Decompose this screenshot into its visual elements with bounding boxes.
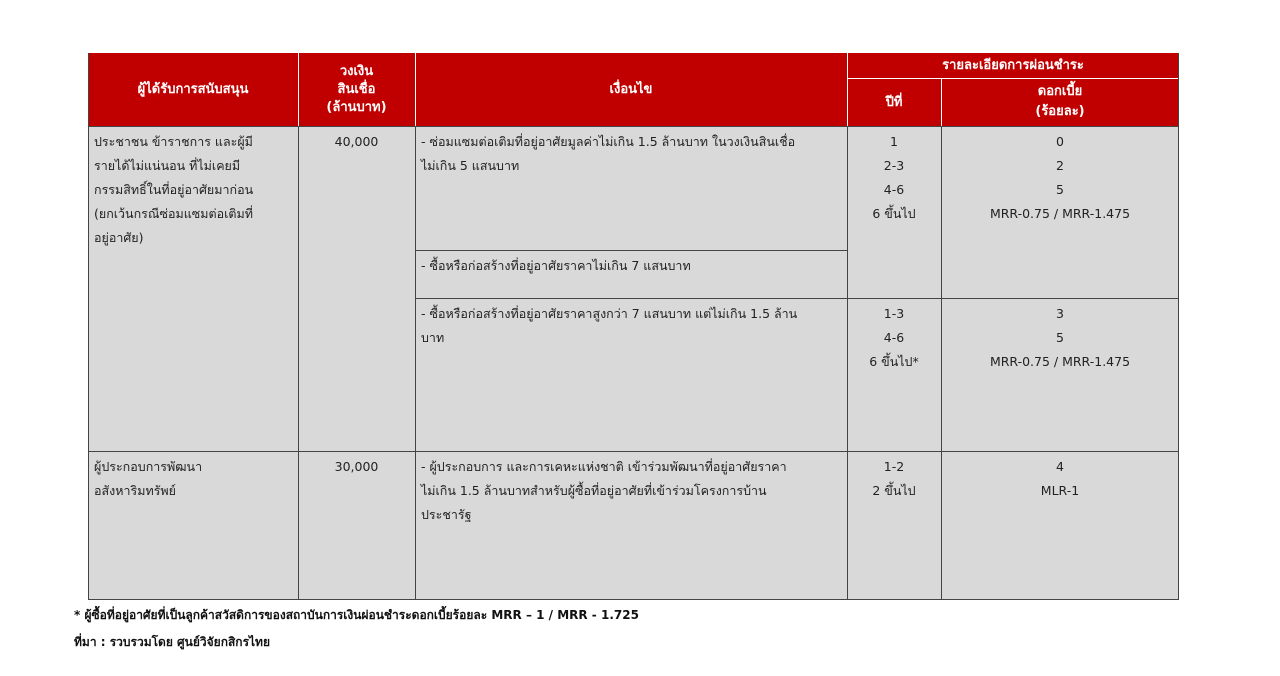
row1-recipient [88,126,298,451]
year-value: 6 ขึ้นไป [872,206,916,221]
condition-line: - ผู้ประกอบการ และการเคหะแห่งชาติ เข้าร่วมพัฒนาที่อยู่อาศัยราคา [421,459,787,474]
year-value: 1-3 [883,306,905,321]
source-note: ที่มา : รวบรวมโดย ศูนย์วิจัยกสิกรไทย [74,635,270,649]
condition-line: - ซื้อหรือก่อสร้างที่อยู่อาศัยราคาสูงกว่า 7 แสนบาท แต่ไม่เกิน 1.5 ล้าน [421,306,798,321]
header-interest-line-1: ดอกเบี้ย [1037,84,1083,99]
rate-value: 5 [1056,330,1064,345]
header-recipient-label: ผู้ได้รับการสนับสนุน [137,82,249,97]
rate-value: 3 [1056,306,1064,321]
rate-value: MLR-1 [1040,483,1080,498]
row1-recipient-line: อยู่อาศัย) [94,230,144,245]
grid-line [88,126,1179,127]
row2-credit [298,451,415,600]
condition-line: บาท [421,330,445,345]
year-value: 4-6 [883,330,905,345]
year-value: 2-3 [883,158,905,173]
grid-line [88,53,89,600]
header-year [847,78,941,126]
header-interest [941,78,1179,126]
row1-years-b [847,298,941,451]
grid-line [415,250,847,251]
loan-table [88,53,1179,600]
header-credit [298,53,415,126]
header-year-label: ปีที่ [885,94,903,110]
row1-credit-value: 40,000 [334,134,379,149]
header-credit-line-2: สินเชื่อ [337,81,376,97]
row1-recipient-line: ประชาชน ข้าราชการ และผู้มี [94,134,253,149]
row1-recipient-line: รายได้ไม่แน่นอน ที่ไม่เคยมี [94,158,241,173]
row2-recipient [88,451,298,600]
year-value: 1-2 [883,459,905,474]
year-value: 4-6 [883,182,905,197]
row2-recipient-line: อสังหาริมทรัพย์ [94,483,176,498]
header-credit-line-1: วงเงิน [339,63,374,79]
condition-line: ไม่เกิน 5 แสนบาท [421,158,520,173]
year-value: 1 [890,134,898,149]
row2-recipient-line: ผู้ประกอบการพัฒนา [94,459,203,474]
condition-line: - ซ่อมแซมต่อเติมที่อยู่อาศัยมูลค่าไม่เกิน 1.5 ล้านบาท ในวงเงินสินเชื่อ [421,134,796,149]
grid-line [941,126,942,600]
grid-line [88,451,1179,452]
grid-line [415,298,1179,299]
row1-recipient-line: (ยกเว้นกรณีซ่อมแซมต่อเติมที่ [94,206,253,221]
rate-value: 2 [1056,158,1064,173]
rate-value: MRR-0.75 / MRR-1.475 [989,354,1131,369]
year-value: 6 ขึ้นไป* [869,354,919,369]
header-repayment-label: รายละเอียดการผ่อนชำระ [942,58,1084,73]
header-interest-line-2: (ร้อยละ) [1035,104,1085,119]
rate-value: 5 [1056,182,1064,197]
row1-years-a [847,126,941,298]
year-value: 2 ขึ้นไป [872,483,916,498]
row1-condition-a [415,126,847,250]
header-conditions-label: เงื่อนไข [609,82,653,97]
row2-condition [415,451,847,600]
header-divider [941,78,942,126]
condition-line: ไม่เกิน 1.5 ล้านบาทสำหรับผู้ซื้อที่อยู่อาศัยที่เข้าร่วมโครงการบ้าน [421,483,767,498]
row2-rates [941,451,1179,600]
row1-condition-c [415,298,847,451]
grid-line [88,599,1179,600]
rate-value: 0 [1056,134,1064,149]
row2-credit-value: 30,000 [334,459,379,474]
row1-condition-b [415,250,847,298]
footnote: * ผู้ซื้อที่อยู่อาศัยที่เป็นลูกค้าสวัสดิการของสถาบันการเงินผ่อนชำระดอกเบี้ยร้อยละ MRR – 1 / MRR - 1.725 [74,608,639,622]
condition-line: - ซื้อหรือก่อสร้างที่อยู่อาศัยราคาไม่เกิน 7 แสนบาท [421,258,691,273]
grid-line [847,126,848,600]
row1-rates-b [941,298,1179,451]
header-conditions [415,53,847,126]
header-credit-line-3: (ล้านบาท) [326,99,387,115]
header-divider [298,53,299,126]
row2-years [847,451,941,600]
header-repayment-details [847,53,1179,78]
header-recipient [88,53,298,126]
grid-line [415,126,416,600]
grid-line [1178,53,1179,600]
grid-line [298,126,299,600]
header-divider [847,53,848,126]
row1-rates-a [941,126,1179,298]
rate-value: MRR-0.75 / MRR-1.475 [989,206,1131,221]
condition-line: ประชารัฐ [421,507,472,522]
row1-credit [298,126,415,451]
row1-recipient-line: กรรมสิทธิ์ในที่อยู่อาศัยมาก่อน [94,182,254,197]
header-divider [415,53,416,126]
header-divider [847,78,1179,79]
rate-value: 4 [1056,459,1064,474]
